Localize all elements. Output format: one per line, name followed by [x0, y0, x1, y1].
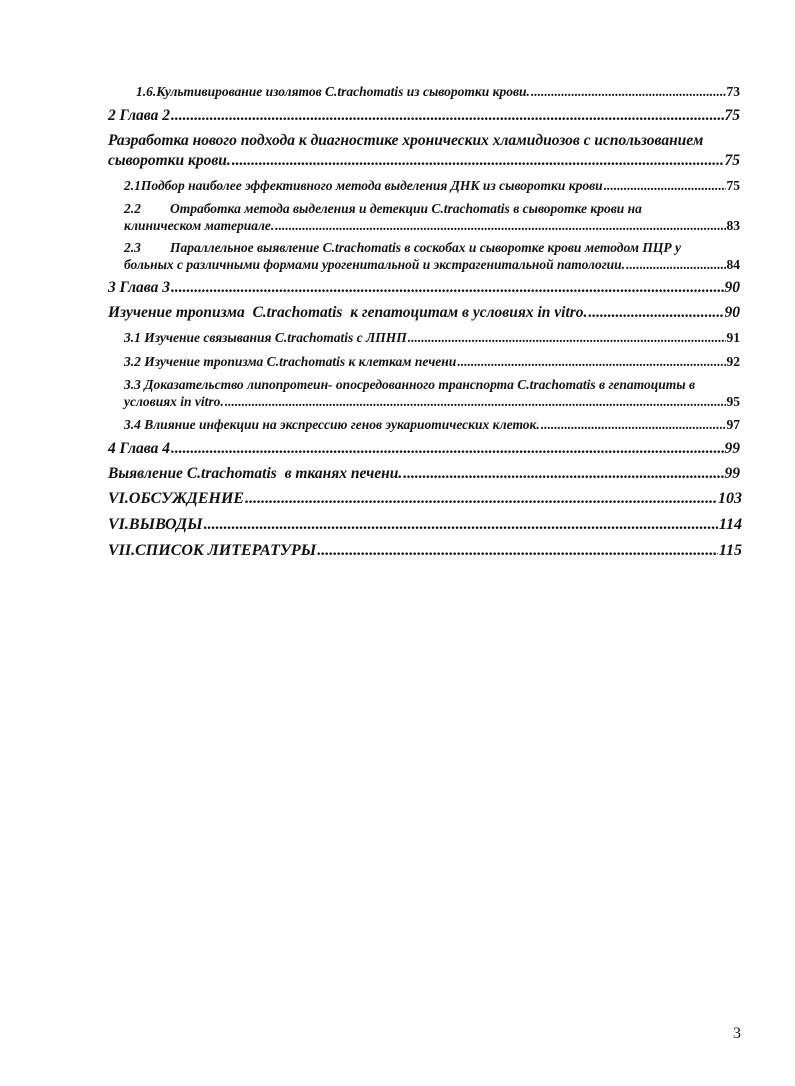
entry-page: 99 [724, 440, 740, 457]
page-number: 3 [733, 1025, 741, 1042]
toc-entry-chapter-3[interactable] [108, 279, 740, 297]
dot-leader [232, 152, 724, 170]
entry-title: Выявление C.trachomatis в тканях печени. [108, 465, 403, 482]
entry-title: Подбор наиболее эффективного метода выделения ДНК из сыворотки крови [140, 178, 603, 193]
entry-page: 92 [726, 354, 740, 369]
toc-entry-chapter-4[interactable] [108, 440, 740, 458]
dot-leader [275, 218, 725, 234]
dot-leader [204, 516, 718, 534]
entry-number: 2.2 [124, 201, 141, 216]
entry-page: 73 [726, 84, 740, 99]
toc-entry-discussion[interactable] [108, 490, 742, 508]
toc-entry-2-3[interactable] [124, 240, 740, 273]
dot-leader [245, 490, 717, 508]
dot-leader [408, 330, 726, 346]
entry-page: 75 [724, 152, 740, 169]
entry-title: 3.1 Изучение связывания C.trachomatis с ЛПНП [124, 330, 407, 345]
entry-title: сыворотки крови. [108, 152, 231, 169]
entry-page: 114 [718, 516, 742, 533]
entry-page: 97 [726, 417, 740, 432]
entry-number: 1.6. [136, 84, 157, 99]
entry-number: VI. [108, 516, 129, 533]
dot-leader [225, 394, 726, 410]
entry-page: 90 [724, 304, 740, 321]
toc-entry-3-4[interactable] [124, 417, 740, 433]
toc-entry-chapter-3-title[interactable] [108, 304, 740, 322]
entry-title-line1: Параллельное выявление C.trachomatis в соскобах и сыворотке крови методом ПЦР у [170, 240, 681, 255]
toc-entry-chapter-2-title[interactable] [108, 132, 740, 170]
toc-entry-3-1[interactable] [124, 330, 740, 346]
entry-title: Глава 4 [119, 440, 170, 457]
entry-title-line1: Разработка нового подхода к диагностике хронических хламидиозов с использованием [108, 132, 704, 149]
dot-leader [171, 440, 724, 458]
entry-title: 3.2 Изучение тропизма C.trachomatis к клеткам печени [124, 354, 457, 369]
entry-number: 4 [108, 440, 116, 457]
entry-title: Культивирование изолятов C.trachomatis из сыворотки крови. [156, 84, 530, 99]
entry-title: больных с различными формами урогенитальной и экстрагенитальной патологии. [124, 257, 626, 272]
entry-page: 83 [726, 218, 740, 233]
entry-page: 75 [726, 178, 740, 193]
entry-title: ОБСУЖДЕНИЕ [128, 490, 245, 507]
entry-title-line1: 3.3 Доказательство липопротеин- опосредованного транспорта C.trachomatis в гепатоциты в [124, 377, 696, 392]
toc-entry-2-1[interactable] [124, 178, 740, 194]
entry-page: 95 [726, 394, 740, 409]
toc-entry-3-2[interactable] [124, 354, 740, 370]
dot-leader [626, 257, 725, 273]
entry-page: 99 [724, 465, 740, 482]
dot-leader [531, 84, 726, 100]
entry-number: 3 [108, 279, 116, 296]
entry-number: VI. [108, 490, 129, 507]
entry-title: Глава 3 [119, 279, 170, 296]
entry-title: СПИСОК ЛИТЕРАТУРЫ [135, 542, 317, 559]
dot-leader [403, 465, 723, 483]
entry-title-line1: Отработка метода выделения и детекции C.trachomatis в сыворотке крови на [170, 201, 642, 216]
entry-page: 115 [718, 542, 742, 559]
entry-title: 3.4 Влияние инфекции на экспрессию генов эукариотических клеток. [124, 417, 540, 432]
entry-title: условиях in vitro. [124, 394, 224, 409]
toc-entry-2-2[interactable] [124, 201, 740, 234]
toc-entry-1-6[interactable] [136, 84, 740, 100]
toc-entry-chapter-4-title[interactable] [108, 465, 740, 483]
entry-page: 75 [724, 107, 740, 124]
entry-title: ВЫВОДЫ [128, 516, 203, 533]
dot-leader [171, 107, 724, 125]
toc-entry-3-3[interactable] [124, 377, 740, 410]
entry-number: 2.3 [124, 240, 141, 255]
toc-entry-references[interactable] [108, 542, 742, 560]
entry-title: клиническом материале. [124, 218, 275, 233]
toc-entry-conclusions[interactable] [108, 516, 742, 534]
dot-leader [317, 542, 718, 560]
entry-page: 103 [718, 490, 742, 507]
dot-leader [171, 279, 724, 297]
entry-number: 2.1 [124, 178, 141, 193]
dot-leader [457, 354, 725, 370]
toc-entry-chapter-2[interactable] [108, 107, 740, 125]
entry-title: Глава 2 [119, 107, 170, 124]
entry-number: VII. [108, 542, 136, 559]
entry-title: Изучение тропизма C.trachomatis к гепатоцитам в условиях in vitro. [108, 304, 588, 321]
dot-leader [604, 178, 726, 194]
entry-page: 84 [726, 257, 740, 272]
entry-page: 91 [726, 330, 740, 345]
dot-leader [541, 417, 726, 433]
dot-leader [588, 304, 723, 322]
entry-number: 2 [108, 107, 116, 124]
entry-page: 90 [724, 279, 740, 296]
